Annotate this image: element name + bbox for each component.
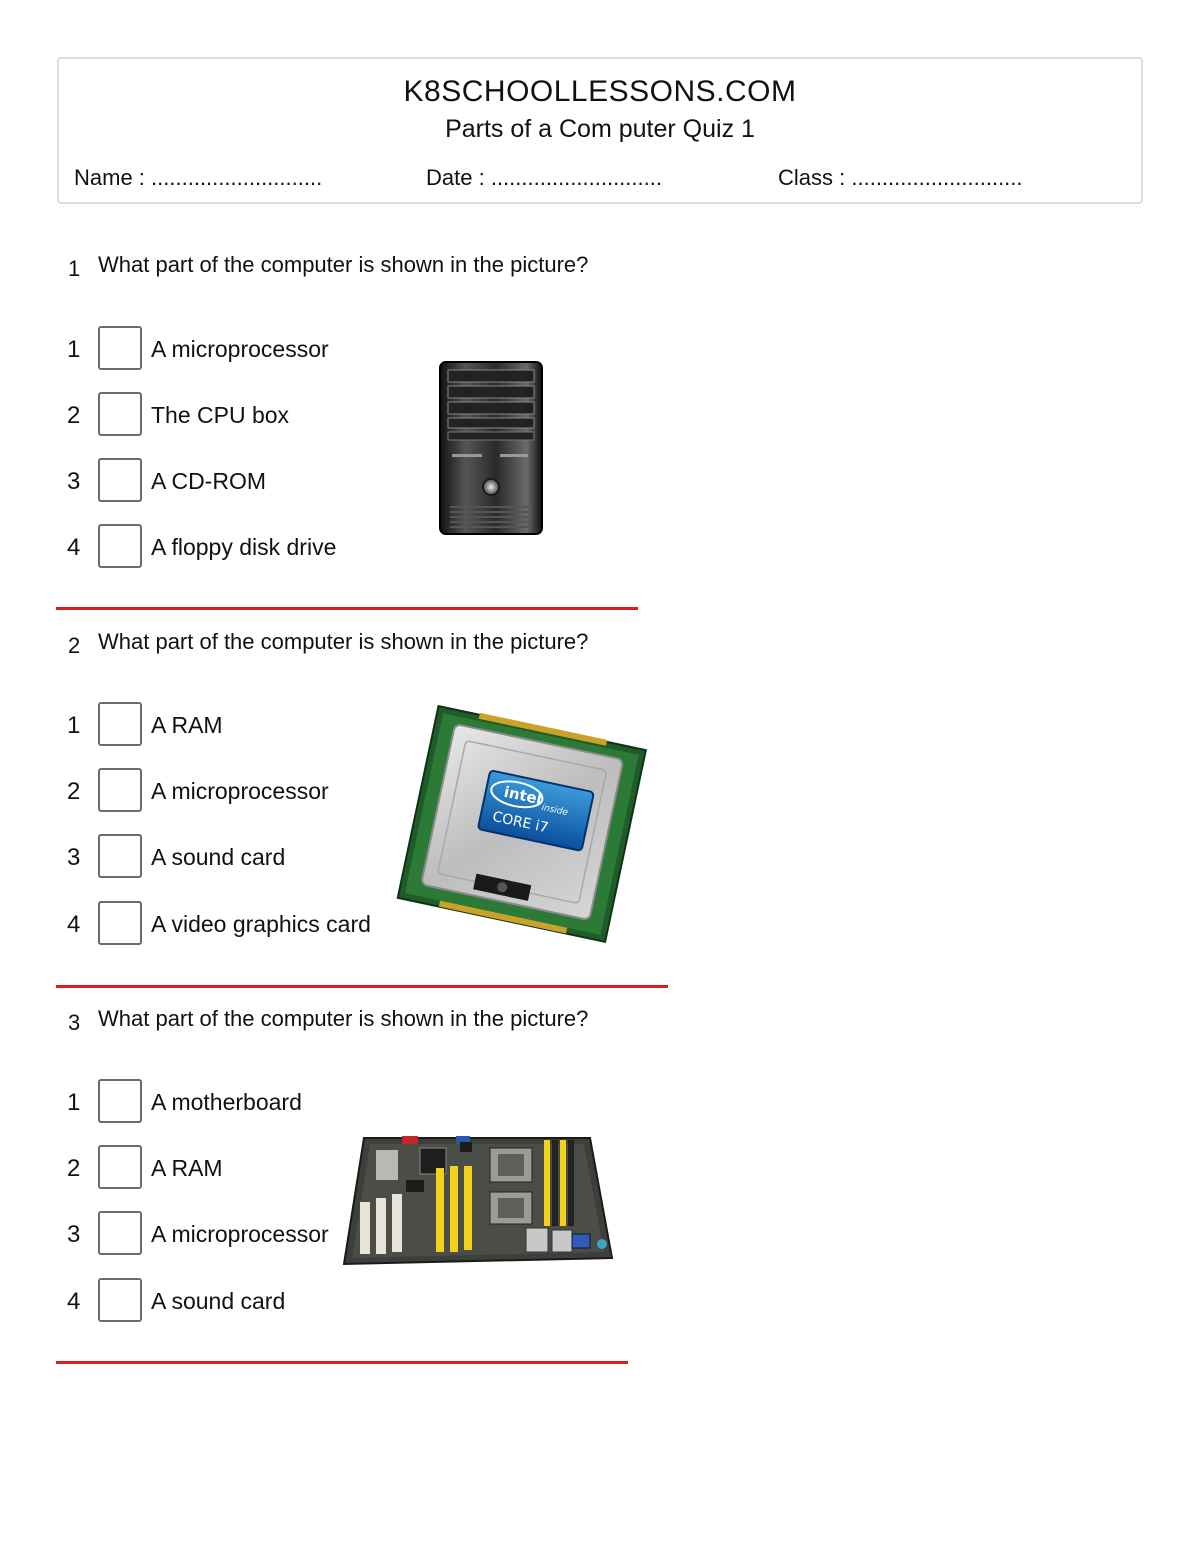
option-label: A RAM [151, 1155, 223, 1181]
option-number: 1 [67, 712, 81, 739]
answer-checkbox[interactable] [98, 1211, 142, 1255]
answer-checkbox[interactable] [98, 834, 142, 878]
answer-checkbox[interactable] [98, 1278, 142, 1322]
answer-checkbox[interactable] [98, 702, 142, 746]
name-label: Name : [74, 165, 145, 190]
option-label: The CPU box [151, 402, 290, 428]
class-label: Class : [778, 165, 846, 190]
option-number: 4 [67, 534, 81, 561]
answer-checkbox[interactable] [98, 1145, 142, 1189]
date-field[interactable] [426, 165, 662, 191]
option-label: A sound card [151, 1288, 286, 1314]
question-number: 2 [68, 633, 81, 658]
option-label: A microprocessor [151, 778, 329, 804]
option-label: A video graphics card [151, 911, 371, 937]
option-number: 4 [67, 911, 81, 938]
option-number: 1 [67, 336, 81, 363]
pc-tower-icon [438, 360, 544, 536]
option-number: 3 [67, 844, 81, 871]
class-blank: ............................ [851, 165, 1023, 190]
site-name: K8SCHOOLLESSONS.COM [403, 75, 797, 108]
name-field[interactable] [74, 165, 322, 191]
option-label: A floppy disk drive [151, 534, 337, 560]
answer-checkbox[interactable] [98, 901, 142, 945]
question-separator [56, 607, 638, 610]
answer-checkbox[interactable] [98, 1079, 142, 1123]
option-number: 2 [67, 778, 81, 805]
worksheet-header [57, 57, 1143, 204]
option-number: 4 [67, 1288, 81, 1315]
cpu-chip-icon [388, 702, 656, 944]
quiz-title: Parts of a Com puter Quiz 1 [445, 115, 755, 143]
answer-checkbox[interactable] [98, 524, 142, 568]
option-number: 1 [67, 1089, 81, 1116]
question-text: What part of the computer is shown in the picture? [98, 252, 589, 277]
option-number: 3 [67, 1221, 81, 1248]
core-i7-text: CORE i7 [490, 808, 550, 837]
question-separator [56, 1361, 628, 1364]
option-label: A sound card [151, 844, 286, 870]
class-field[interactable] [778, 165, 1023, 191]
question-text: What part of the computer is shown in the picture? [98, 629, 589, 654]
question-separator [56, 985, 668, 988]
answer-checkbox[interactable] [98, 326, 142, 370]
motherboard-icon [340, 1132, 616, 1268]
question-number: 3 [68, 1010, 81, 1035]
option-label: A microprocessor [151, 1221, 329, 1247]
option-label: A CD-ROM [151, 468, 266, 494]
option-label: A microprocessor [151, 336, 329, 362]
option-label: A RAM [151, 712, 223, 738]
name-blank: ............................ [151, 165, 323, 190]
answer-checkbox[interactable] [98, 392, 142, 436]
option-label: A motherboard [151, 1089, 302, 1115]
inside-text: inside [540, 802, 569, 819]
date-blank: ............................ [490, 165, 662, 190]
question-number: 1 [68, 256, 81, 281]
option-number: 2 [67, 1155, 81, 1182]
option-number: 3 [67, 468, 81, 495]
intel-logo-text: intel [502, 782, 544, 809]
answer-checkbox[interactable] [98, 458, 142, 502]
question-text: What part of the computer is shown in the picture? [98, 1006, 589, 1031]
option-number: 2 [67, 402, 81, 429]
date-label: Date : [426, 165, 485, 190]
answer-checkbox[interactable] [98, 768, 142, 812]
